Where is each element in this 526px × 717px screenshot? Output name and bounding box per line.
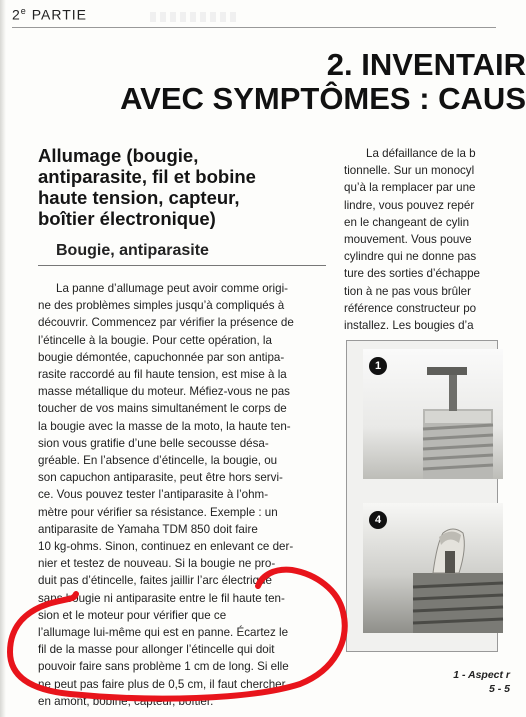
right-body-line: tionnelle. Sur un monocyl — [344, 164, 475, 178]
section-title: Allumage (bougie, antiparasite, fil et bobine haute tension, capteur, boîtier électronique) — [38, 145, 256, 229]
body-line: en amont, bobine, capteur, boîtier. — [38, 694, 214, 708]
right-body-line: référence constructeur po — [344, 301, 477, 315]
body-line: masse métallique du moteur. Méfiez-vous ne pas — [38, 385, 290, 399]
subsection-title: Bougie, antiparasite — [38, 241, 326, 266]
body-line: la bougie avec la masse de la moto, la haute ten- — [38, 419, 291, 433]
body-line: duit pas d’étincelle, faites jaillir l’arc électrique — [38, 574, 272, 588]
right-body-line: lindre, vous pouvez repér — [344, 198, 475, 212]
right-body-line: ture des sorties d’échappe — [344, 267, 480, 281]
body-line: l’allumage lui-même qui est en panne. Écartez le — [38, 626, 289, 640]
right-body-line: tion à ne pas vous brûler — [344, 284, 471, 298]
body-line: ne des problèmes simples jusqu’à compliqués à — [38, 299, 285, 313]
body-line: sans bougie ni antiparasite entre le fil haute ten- — [38, 591, 285, 605]
part-header — [12, 6, 87, 23]
body-line: La panne d’allumage peut avoir comme origi- — [56, 282, 289, 295]
part-label: PARTIE — [31, 6, 87, 23]
body-line: découvrir. Commencez par vérifier la présence de — [38, 316, 294, 330]
body-line: son capuchon antiparasite, peut être hors servi- — [38, 471, 283, 485]
header-rule — [12, 27, 496, 28]
body-line: mètre pour vérifier sa résistance. Exemple : un — [38, 505, 278, 519]
photo-panel — [346, 340, 498, 652]
body-line: rasite raccordé au fil haute tension, est mise à la — [38, 368, 287, 382]
chapter-title-line-1: 2. INVENTAIR — [326, 47, 526, 82]
right-body-line: en le changeant de cylin — [344, 215, 470, 229]
body-line: l’étincelle à la bougie. Pour cette opération, la — [38, 333, 272, 347]
left-column — [38, 145, 326, 710]
chapter-title-line-2: AVEC SYMPTÔMES : CAUS — [120, 81, 526, 116]
body-line: 10 kg-ohms. Sinon, continuez en enlevant ce der- — [38, 540, 294, 554]
header-decoration — [150, 12, 240, 22]
chapter-title — [86, 48, 526, 116]
spark-plug-photo-4 — [363, 503, 503, 633]
caption-line-1: 1 - Aspect r — [453, 669, 510, 681]
body-line: toucher de vos mains simultanément le corps de — [38, 402, 287, 416]
spark-plug-photo-1 — [363, 349, 503, 479]
body-line: ne peut pas faire plus de 0,5 cm, il faut chercher — [38, 677, 286, 691]
photo-badge-4: 4 — [369, 511, 387, 529]
right-body-line: cylindre qui ne donne pas — [344, 250, 477, 264]
right-body-line: installez. Les bougies d’a — [344, 319, 474, 333]
photo-caption — [430, 668, 510, 696]
body-line: sion vous gratifie d’une belle secousse désa- — [38, 436, 269, 450]
body-line: antiparasite de Yamaha TDM 850 doit faire — [38, 522, 258, 536]
body-line: sion et le moteur pour vérifier que ce — [38, 608, 227, 622]
body-line: bougie démontée, capuchonnée par son antipa- — [38, 350, 285, 364]
body-text — [38, 280, 326, 710]
body-line: ce. Vous pouvez tester l’antiparasite à l’ohm- — [38, 488, 269, 502]
right-body-line: qu’à la remplacer par une — [344, 181, 476, 195]
right-body-line: La défaillance de la b — [366, 147, 476, 160]
scan-edge-shadow — [0, 0, 6, 717]
part-suffix: e — [20, 6, 27, 16]
body-line: gréable. En l’absence d’étincelle, la bougie, ou — [38, 454, 278, 468]
right-body-text — [344, 145, 504, 334]
photo-badge-1: 1 — [369, 357, 387, 375]
part-number: 2 — [12, 6, 21, 23]
right-body-line: mouvement. Vous pouve — [344, 233, 472, 247]
body-line: fil de la masse pour allonger l’étincelle qui doit — [38, 643, 275, 657]
body-line: nier et testez de nouveau. Si la bougie ne pro- — [38, 557, 276, 571]
caption-line-2: 5 - 5 — [488, 683, 510, 695]
right-column — [344, 145, 504, 334]
body-line: pouvoir faire sans problème 1 cm de long. Si elle — [38, 660, 289, 674]
